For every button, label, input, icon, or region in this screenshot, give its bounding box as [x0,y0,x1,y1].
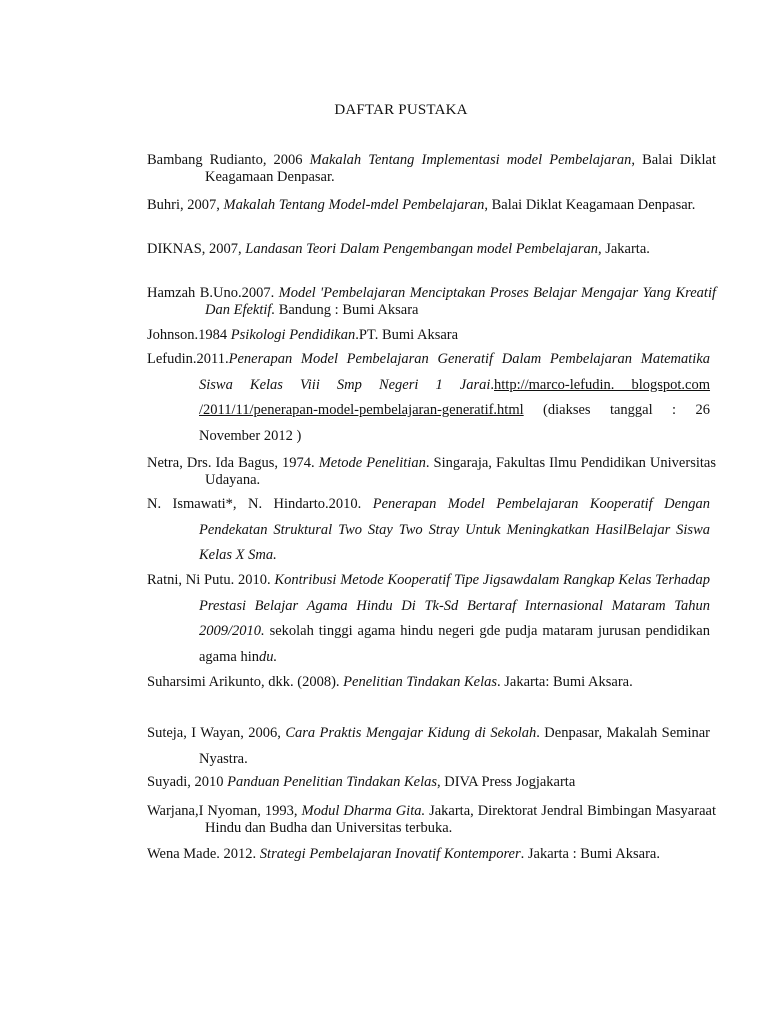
reference-entry [147,842,710,868]
reference-entry [147,197,716,214]
reference-entry [147,285,716,318]
ref-author: Lefudin.2011. [147,351,229,367]
reference-entry [147,774,716,791]
reference-entry [147,455,716,488]
page-title: DAFTAR PUSTAKA [334,102,468,118]
ref-author: N. Ismawati*, N. Hindarto.2010. [147,496,373,512]
reference-entry [147,241,716,258]
ref-author: Wena Made. 2012. [147,846,260,862]
reference-entry [147,347,710,449]
reference-entry [147,803,716,836]
ref-publisher: . [490,376,495,393]
ref-author: Ratni, Ni Putu. 2010. [147,572,275,588]
ref-publisher: , Jakarta. [597,241,650,257]
ref-title: Model 'Pembelajaran Menciptakan Proses Belajar Mengajar Yang Kreatif Dan Efektif. [205,285,717,318]
ref-title: Psikologi Pendidikan [230,327,356,343]
ref-author: Netra, Drs. Ida Bagus, 1974. [147,455,319,471]
ref-suffix: du. [259,648,278,665]
ref-title: Makalah Tentang Model-mdel Pembelajaran [223,197,485,213]
reference-entry [147,327,716,344]
ref-title: Kontribusi Metode Kooperatif Tipe Jigsawdalam Rangkap Kelas Terhadap Prestasi Belajar Agama Hindu Di Tk-Sd Bertaraf Internasional Mataram Tahun 2009/2010. [199,572,710,639]
ref-author: Suteja, I Wayan, 2006, [147,725,286,741]
ref-publisher: . Jakarta: Bumi Aksara. [497,674,633,690]
ref-title: Penelitian Tindakan Kelas [343,674,498,690]
ref-access-date: (diakses tanggal : 26 November 2012 ) [199,402,710,444]
ref-url-link[interactable]: http://marco-lefudin. blogspot.com /2011/11/penerapan-model-pembelajaran-generatif.html [199,376,711,418]
ref-title: Penerapan Model Pembelajaran Kooperatif Dengan Pendekatan Struktural Two Stay Two Stray Untuk Meningkatkan HasilBelajar Siswa Kelas X Sma. [199,496,711,563]
ref-author: Johnson.1984 [147,327,231,343]
reference-entry [147,492,710,569]
reference-entry [147,568,710,670]
ref-publisher: . Denpasar, Makalah Seminar Nyastra. [199,725,710,767]
ref-publisher: . Singaraja, Fakultas Ilmu Pendidikan Universitas Udayana. [205,455,716,488]
ref-author: Suharsimi Arikunto, dkk. (2008). [147,674,344,690]
ref-title: Cara Praktis Mengajar Kidung di Sekolah [285,725,537,741]
reference-entry [147,721,710,772]
ref-publisher: . Jakarta : Bumi Aksara. [520,846,660,862]
reference-entry [147,152,716,185]
ref-author: Suyadi, 2010 [147,774,228,790]
ref-author: Buhri, 2007, [147,197,224,213]
ref-author: Warjana,I Nyoman, 1993, [147,803,302,819]
ref-publisher: Bandung : Bumi Aksara [275,301,419,318]
ref-title: Penerapan Model Pembelajaran Generatif Dalam Pembelajaran Matematika Siswa Kelas Viii Smp Negeri 1 Jarai [199,351,710,393]
ref-publisher: , Balai Diklat Keagamaan Denpasar. [484,197,696,213]
ref-title: Modul Dharma Gita. [301,803,426,819]
ref-publisher: , DIVA Press Jogjakarta [437,774,576,790]
ref-title: Metode Penelitian [318,455,426,471]
ref-title: Landasan Teori Dalam Pengembangan model Pembelajaran [245,241,598,257]
ref-publisher: .PT. Bumi Aksara [355,327,459,343]
ref-title: Strategi Pembelajaran Inovatif Kontemporer [259,846,521,862]
ref-title: Makalah Tentang Implementasi model Pembelajaran [309,152,632,168]
ref-publisher: , Balai Diklat Keagamaan Denpasar. [205,152,716,185]
ref-publisher: sekolah tinggi agama hindu negeri gde pudja mataram jurusan pendidikan agama hin [199,623,710,665]
reference-entry [147,670,710,696]
ref-author: Hamzah B.Uno.2007. [147,285,279,301]
ref-publisher: Jakarta, Direktorat Jendral Bimbingan Masyaraat Hindu dan Budha dan Universitas terbuka. [205,803,716,836]
ref-author: Bambang Rudianto, 2006 [147,152,310,168]
ref-author: DIKNAS, 2007, [147,241,246,257]
ref-title: Panduan Penelitian Tindakan Kelas [227,774,437,790]
